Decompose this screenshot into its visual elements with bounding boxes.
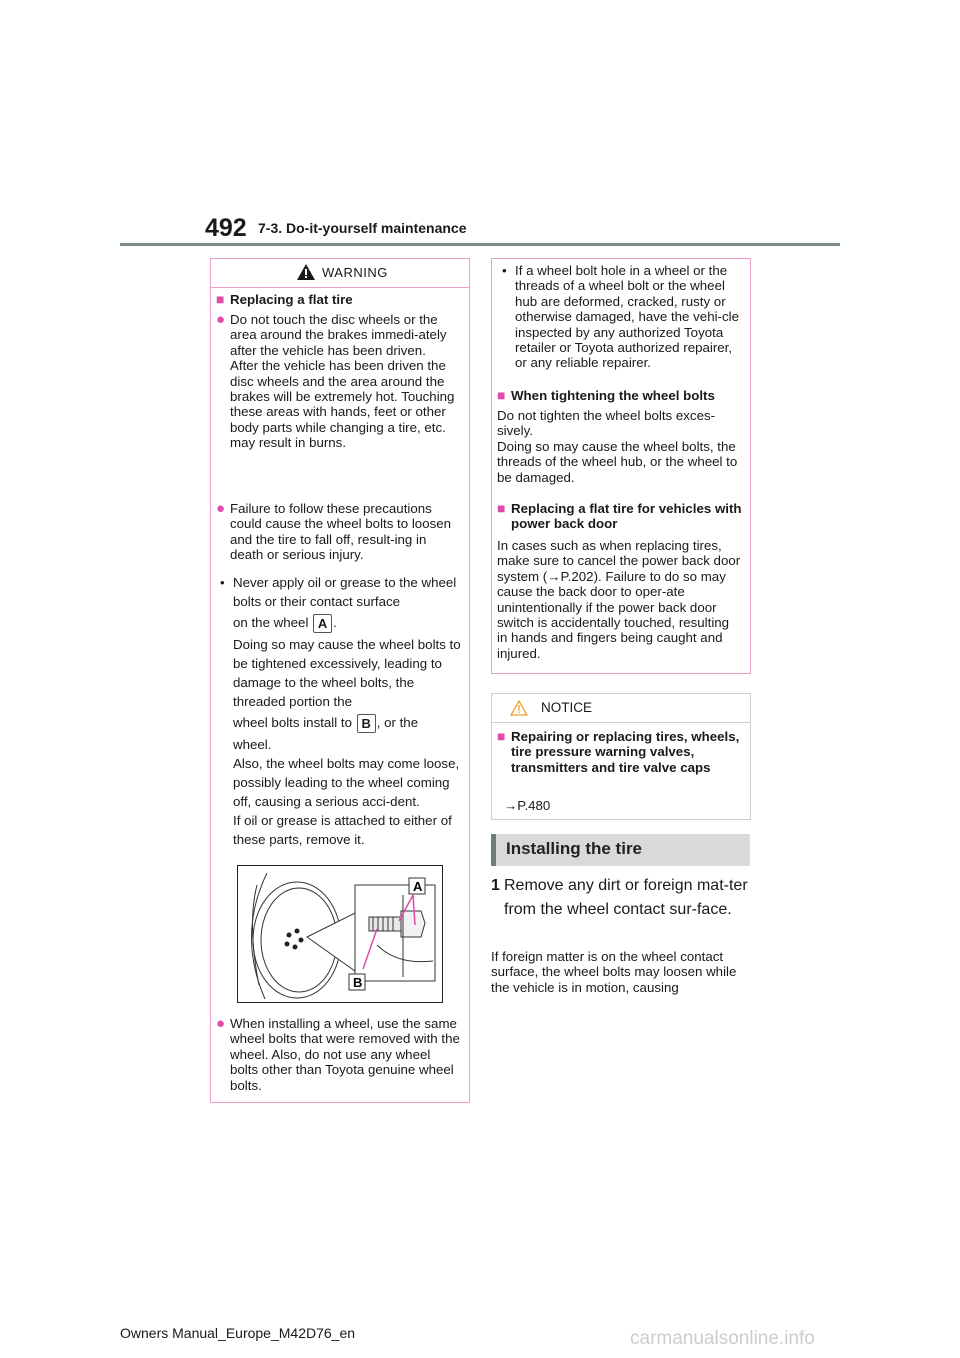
section-tab-title: Installing the tire [506, 839, 643, 858]
circle-bullet-icon: ● [216, 500, 226, 517]
footer-doc-id: Owners Manual_Europe_M42D76_en [120, 1325, 356, 1341]
warning-bullet-1 [216, 312, 462, 451]
warning-bullet-2-text: Failure to follow these precautions could cause the wheel bolts to loosen and the tire to fall off, result-ing in death or serious injury. [230, 501, 452, 563]
page-number: 492 [205, 214, 247, 242]
step-text: Remove any dirt or foreign mat-ter from the wheel contact sur-face. [504, 877, 748, 918]
step-number: 1 [491, 877, 500, 894]
warning-heading: Replacing a flat tire [230, 292, 353, 307]
sub1-line-g: wheel. Also, the wheel bolts may come loose, possibly leading to the wheel coming off, causing a serious acci-dent. If oil or grease is attached to either of these parts, remove it. [233, 736, 460, 847]
diagram-label-a: A [413, 879, 423, 894]
section-tab-installing [491, 834, 750, 866]
warning-header [211, 259, 469, 288]
notice-heading-row [497, 729, 745, 775]
warning-continued-box [491, 258, 751, 674]
tighten-text: Do not tighten the wheel bolts exces-sively. Doing so may cause the wheel bolts, the threads of the wheel hub, or the wheel to be damaged. [497, 408, 738, 485]
warning-sub-bullet-2-text: If a wheel bolt hole in a wheel or the threads of a wheel bolt or the wheel hub are deformed, cracked, rusty or otherwise damaged, have the vehi-cle inspected by any authorized Toyota retailer or Toyota authorized repairer, or any reliable repairer. [515, 263, 739, 371]
notice-heading: Repairing or replacing tires, wheels, tire pressure warning valves, transmitters and tire valve caps [511, 729, 740, 775]
square-bullet-icon: ■ [497, 728, 506, 744]
sub1-line-d: Doing so may cause the wheel bolts to be tightened excessively, leading to damage to the wheel bolts, the threaded portion the [233, 636, 461, 709]
power-door-heading-row [497, 501, 745, 532]
notice-triangle-icon [510, 700, 528, 716]
label-a-marker: A [313, 614, 332, 633]
warning-title: WARNING [322, 265, 388, 280]
warning-sub-bullet-2 [498, 263, 744, 371]
warning-triangle-icon [297, 264, 315, 280]
tighten-heading: When tightening the wheel bolts [511, 388, 715, 403]
dot-bullet: • [502, 263, 507, 278]
square-bullet-icon: ■ [216, 291, 225, 307]
sub1-period: . [333, 615, 337, 630]
power-door-text: In cases such as when replacing tires, make sure to cancel the power back door system (→P.202). Failure to do so may cause the back door to oper-ate unintentionally if the power back door switch is accidentally touched, resulting in hands and fingers being caught and injured. [497, 538, 741, 661]
warning-bullet-3-text: When installing a wheel, use the same wheel bolts that were removed with the wheel. Also, do not use any wheel bolts other than Toyota genuine wheel bolts. [230, 1016, 460, 1093]
section-title: 7-3. Do-it-yourself maintenance [258, 220, 467, 236]
notice-title: NOTICE [541, 700, 593, 715]
notice-page-ref: →P.480 [504, 798, 551, 813]
notice-box [491, 693, 751, 820]
warning-sub-bullet-1 [216, 573, 462, 849]
diagram-label-b: B [353, 975, 363, 990]
notice-header [492, 694, 750, 723]
sub1-line-f: , or the [376, 714, 419, 730]
warning-bullet-1-text: Do not touch the disc wheels or the area around the brakes immedi-ately after the vehicle has been driven. After the vehicle has been driven the disc wheels and the area around the brakes will be extremely hot. Touching these areas with hands, feet or other body parts while changing a tire, etc. may result in burns. [230, 312, 455, 451]
footer-watermark: carmanualsonline.info [630, 1328, 815, 1349]
circle-bullet-icon: ● [216, 1015, 226, 1032]
step-1 [491, 874, 751, 922]
sub1-line-b: on the wheel [233, 615, 309, 630]
power-door-heading: Replacing a flat tire for vehicles with power back door [511, 501, 742, 532]
install-body-text: If foreign matter is on the wheel contact surface, the wheel bolts may loosen while the vehicle is in motion, causing [491, 949, 737, 995]
sub1-line-e: wheel bolts install to [233, 714, 352, 730]
wheel-bolt-illustration [237, 865, 443, 1003]
header-rule [120, 243, 840, 246]
sub1-line-a: Never apply oil or grease to the wheel bolts or their contact surface [233, 575, 457, 609]
label-b-marker: B [357, 714, 376, 733]
circle-bullet-icon: ● [216, 311, 226, 328]
warning-box [210, 258, 470, 1103]
square-bullet-icon: ■ [497, 500, 506, 516]
square-bullet-icon: ■ [497, 387, 506, 403]
warning-bullet-3 [216, 1016, 462, 1093]
dot-bullet: • [220, 575, 225, 590]
warning-bullet-2 [216, 501, 462, 563]
